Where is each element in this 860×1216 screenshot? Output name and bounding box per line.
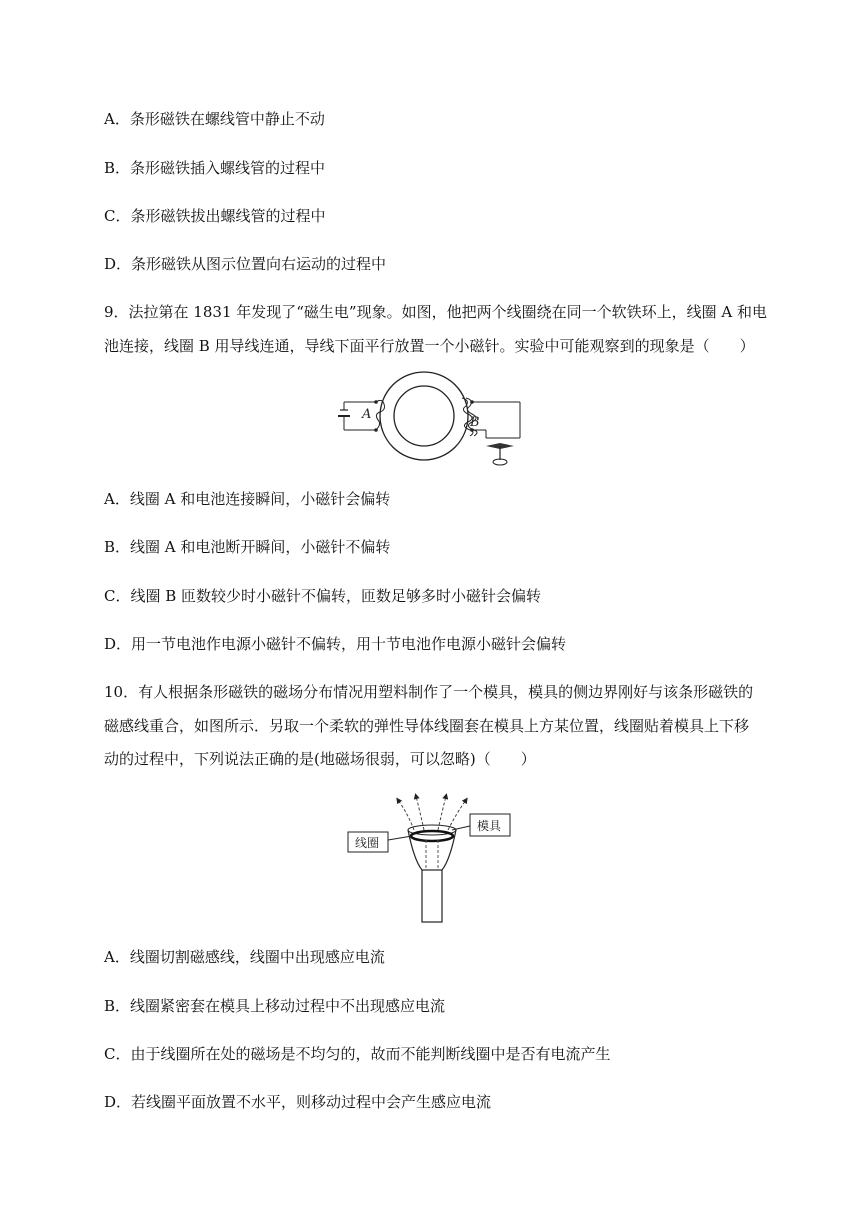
q10-option-c: C．由于线圈所在处的磁场是不均匀的，故而不能判断线圈中是否有电流产生 [104, 1045, 611, 1063]
q8-option-a: A．条形磁铁在螺线管中静止不动 [104, 110, 325, 128]
q8-option-d: D．条形磁铁从图示位置向右运动的过程中 [104, 255, 387, 273]
q9-option-d: D．用一节电池作电源小磁针不偏转，用十节电池作电源小磁针会偏转 [104, 635, 567, 653]
q9-option-a: A．线圈 A 和电池连接瞬间，小磁针会偏转 [104, 490, 391, 508]
label-coil-b: B [470, 415, 480, 430]
q10-stem-line3: 动的过程中，下列说法正确的是(地磁场很弱，可以忽略)（ ） [104, 750, 536, 768]
q10-mold-figure [346, 790, 516, 925]
label-coil-a: A [362, 407, 372, 422]
label-coil: 线圈 [355, 836, 380, 850]
q10-stem-line1: 10．有人根据条形磁铁的磁场分布情况用塑料制作了一个模具，模具的侧边界刚好与该条形磁铁的 [104, 683, 754, 701]
q8-option-b: B．条形磁铁插入螺线管的过程中 [104, 159, 326, 177]
q9-iron-ring-figure [336, 368, 526, 468]
q9-option-b: B．线圈 A 和电池断开瞬间，小磁针不偏转 [104, 538, 391, 556]
q10-option-d: D．若线圈平面放置不水平，则移动过程中会产生感应电流 [104, 1093, 492, 1111]
q10-option-a: A．线圈切割磁感线，线圈中出现感应电流 [104, 948, 385, 966]
q9-stem-line1: 9．法拉第在 1831 年发现了“磁生电”现象。如图，他把两个线圈绕在同一个软铁环上，线圈 A 和电 [104, 303, 767, 321]
q9-stem-line2: 池连接，线圈 B 用导线连通，导线下面平行放置一个小磁针。实验中可能观察到的现象是（ ） [104, 337, 755, 355]
q9-option-c: C．线圈 B 匝数较少时小磁针不偏转，匝数足够多时小磁针会偏转 [104, 587, 542, 605]
q10-option-b: B．线圈紧密套在模具上移动过程中不出现感应电流 [104, 997, 446, 1015]
label-mold: 模具 [477, 819, 502, 833]
q10-stem-line2: 磁感线重合，如图所示．另取一个柔软的弹性导体线圈套在模具上方某位置，线圈贴着模具上下移 [104, 717, 750, 735]
q8-option-c: C．条形磁铁拔出螺线管的过程中 [104, 207, 326, 225]
